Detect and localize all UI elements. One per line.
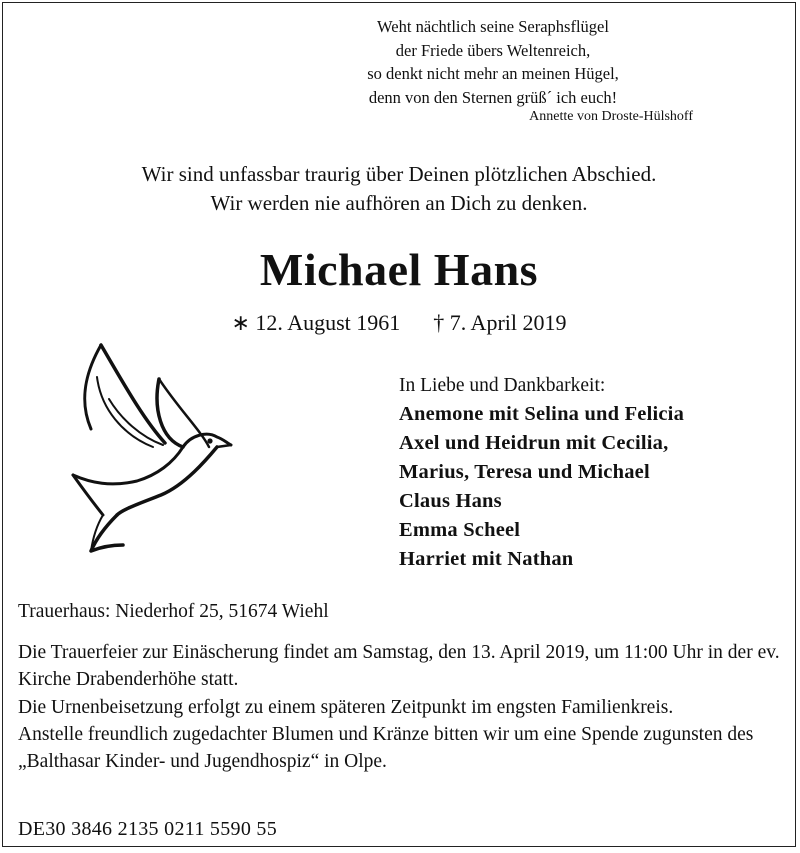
intro-line: Wir werden nie aufhören an Dich zu denken. <box>210 191 588 215</box>
mourner-name: Axel und Heidrun mit Cecilia, <box>399 432 669 454</box>
poem-line: denn von den Sternen grüß´ ich euch! <box>368 87 618 107</box>
poem-line: der Friede übers Weltenreich, <box>395 40 591 60</box>
intro-line: Wir sind unfassbar traurig über Deinen plötzlichen Abschied. <box>141 162 657 186</box>
donation-iban: DE30 3846 2135 0211 5590 55 <box>18 818 278 840</box>
mourning-house-address: Trauerhaus: Niederhof 25, 51674 Wiehl <box>18 601 329 622</box>
intro-text <box>3 160 795 218</box>
obituary-notice <box>2 2 796 847</box>
notice-paragraph: Anstelle freundlich zugedachter Blumen und Kränze bitten wir um eine Spende zugunsten des „Balthasar Kinder- und Jugendhospiz“ in Olpe. <box>18 723 754 773</box>
mourner-name: Anemone mit Selina und Felicia <box>399 403 685 425</box>
poem-line: Weht nächtlich seine Seraphsflügel <box>377 17 609 36</box>
poem-line: so denkt nicht mehr an meinen Hügel, <box>367 64 619 83</box>
funeral-notice <box>18 639 788 775</box>
mourners-intro: In Liebe und Dankbarkeit: <box>399 375 606 396</box>
death-date: † 7. April 2019 <box>433 310 567 335</box>
poem <box>293 15 693 109</box>
life-dates <box>3 310 795 336</box>
birth-date: ∗ 12. August 1961 <box>231 310 401 335</box>
mourner-name: Emma Scheel <box>399 519 521 541</box>
mourner-name: Claus Hans <box>399 490 502 512</box>
deceased-name: Michael Hans <box>259 244 539 295</box>
mourner-name: Marius, Teresa und Michael <box>399 461 650 483</box>
poem-author: Annette von Droste-Hülshoff <box>529 109 693 124</box>
mourner-name: Harriet mit Nathan <box>399 548 574 570</box>
notice-paragraph: Die Trauerfeier zur Einäscherung findet am Samstag, den 13. April 2019, um 11:00 Uhr in der ev. Kirche Drabenderhöhe statt. <box>18 642 780 691</box>
mourners-list <box>399 371 684 574</box>
dove-icon <box>61 339 351 559</box>
notice-paragraph: Die Urnenbeisetzung erfolgt zu einem späteren Zeitpunkt im engsten Familienkreis. <box>18 696 674 718</box>
